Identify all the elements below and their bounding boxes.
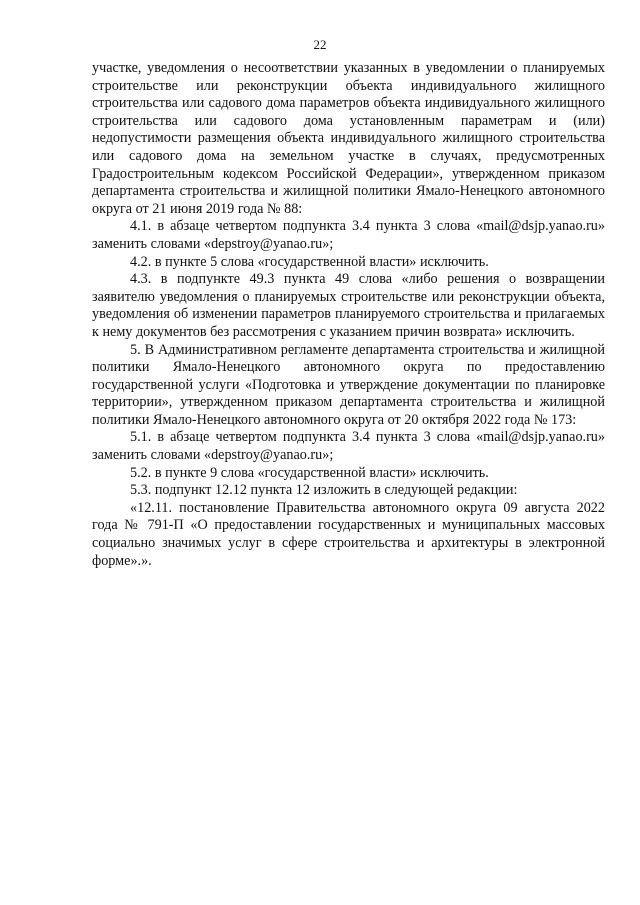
page-number: 22 [313,37,327,52]
paragraph-5-3: 5.3. подпункт 12.12 пункта 12 изложить в следующей редакции: [130,482,518,499]
paragraph-5-1: 5.1. в абзаце четвертом подпункта 3.4 пункта 3 слова «mail@dsjp.yanao.ru» заменить словами «depstroy@yanao.ru»; [92,429,605,464]
paragraph-4-2: 4.2. в пункте 5 слова «государственной власти» исключить. [130,253,489,270]
paragraph-continuation: участке, уведомления о несоответствии указанных в уведомлении о планируемых строительстве или реконструкции объекта индивидуального жилищного строительства или садового дома параметров объекта индивидуального жилищного строительства или садового дома установленным параметрам и (или) недопустимости размещения объекта индивидуального жилищного строительства или садового дома на земельном участке в случаях, предусмотренных Градостроительным кодексом Российской Федерации», утвержденном приказом департамента строительства и жилищной политики Ямало-Ненецкого автономного округа от 21 июня 2019 года № 88: [92,60,605,217]
paragraph-5-2: 5.2. в пункте 9 слова «государственной власти» исключить. [130,464,489,481]
paragraph-4-3: 4.3. в подпункте 49.3 пункта 49 слова «либо решения о возвращении заявителю уведомления о планируемых строительстве или реконструкции объекта, уведомления об изменении параметров планируемого строительства и прилагаемых к нему документов без рассмотрения с указанием причин возврата» исключить. [92,271,605,340]
paragraph-12-11-quote: «12.11. постановление Правительства автономного округа 09 августа 2022 года № 791-П «О предоставлении государственных и муниципальных массовых социально значимых услуг в сфере строительства и архитектуры в электронной форме».». [92,499,605,569]
paragraph-5: 5. В Административном регламенте департамента строительства и жилищной политики Ямало-Ненецкого автономного округа по предоставлению государственной услуги «Подготовка и утверждение документации по планировке территории», утвержденном приказом департамента строительства и жилищной политики Ямало-Ненецкого автономного округа от 20 октября 2022 года № 173: [92,341,605,428]
paragraph-4-1: 4.1. в абзаце четвертом подпункта 3.4 пункта 3 слова «mail@dsjp.yanao.ru» заменить словами «depstroy@yanao.ru»; [92,218,605,252]
document-body [92,60,605,570]
